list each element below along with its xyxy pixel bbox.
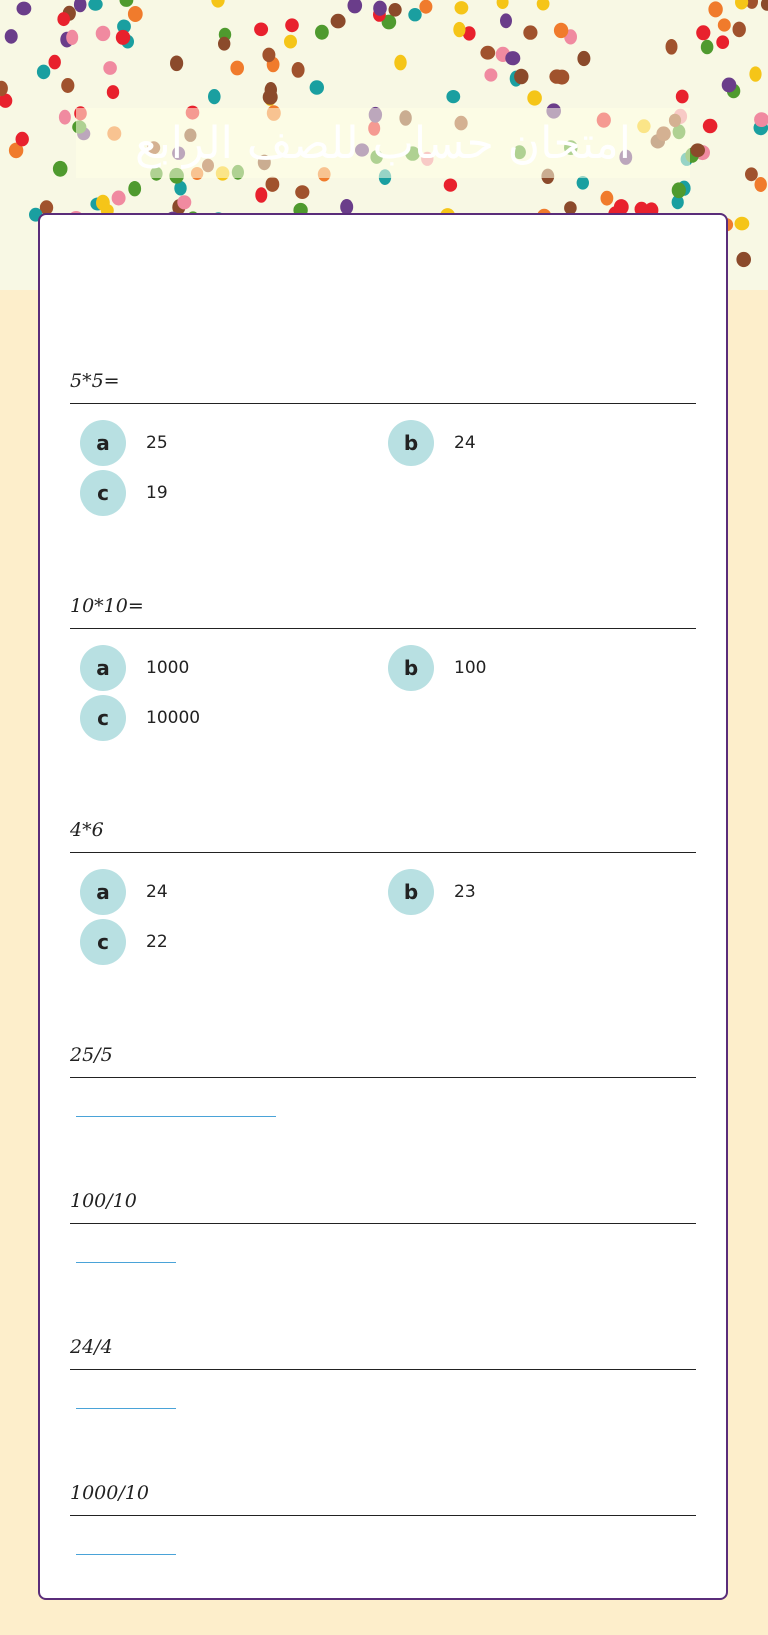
confetti-dot [17, 2, 32, 16]
confetti-dot [676, 90, 689, 104]
option-text: 1000 [146, 658, 190, 678]
confetti-dot [177, 195, 191, 209]
confetti-dot [389, 3, 402, 17]
worksheet-title: امتحان حساب للصف الرابع [135, 117, 631, 169]
confetti-dot [601, 191, 614, 206]
confetti-dot [480, 46, 495, 60]
confetti-dot [755, 177, 767, 192]
confetti-dot [66, 30, 78, 45]
confetti-dot [733, 22, 746, 38]
confetti-dot [120, 0, 134, 7]
confetti-dot [484, 68, 497, 81]
confetti-dot [446, 90, 460, 103]
option-letter-bubble[interactable]: a [80, 869, 126, 915]
answer-input[interactable] [76, 1262, 176, 1263]
confetti-dot [672, 182, 686, 198]
confetti-dot [348, 0, 363, 13]
confetti-dot [708, 1, 722, 17]
option-text: 19 [146, 483, 168, 503]
confetti-dot [284, 35, 297, 49]
option-c[interactable] [80, 470, 168, 516]
option-letter-bubble[interactable]: c [80, 695, 126, 741]
confetti-dot [455, 1, 469, 14]
option-a[interactable] [80, 869, 168, 915]
option-text: 22 [146, 932, 168, 952]
options-group [70, 404, 696, 514]
confetti-dot [718, 18, 731, 31]
confetti-dot [285, 18, 299, 32]
option-text: 23 [454, 882, 476, 902]
option-text: 10000 [146, 708, 201, 728]
confetti-dot [116, 30, 130, 45]
title-banner [76, 108, 690, 178]
question-7 [70, 1477, 696, 1555]
confetti-dot [735, 217, 750, 231]
option-c[interactable] [80, 919, 168, 965]
option-letter-bubble[interactable]: b [388, 869, 434, 915]
option-b[interactable] [388, 420, 476, 466]
confetti-dot [666, 39, 678, 55]
option-b[interactable] [388, 869, 476, 915]
question-divider [70, 1077, 696, 1078]
question-divider [70, 1369, 696, 1370]
confetti-dot [735, 0, 748, 10]
confetti-dot [453, 22, 465, 37]
confetti-dot [527, 90, 542, 105]
question-text: 4*6 [70, 819, 104, 841]
question-6 [70, 1331, 696, 1409]
confetti-dot [107, 85, 119, 99]
confetti-dot [128, 6, 143, 22]
confetti-dot [208, 89, 221, 104]
confetti-dot [736, 252, 751, 267]
confetti-dot [549, 69, 564, 83]
question-divider [70, 1223, 696, 1224]
confetti-dot [505, 51, 520, 65]
question-3 [70, 814, 696, 963]
option-text: 25 [146, 433, 168, 453]
question-text: 5*5= [70, 370, 120, 392]
confetti-dot [88, 0, 102, 11]
answer-input[interactable] [76, 1554, 176, 1555]
option-a[interactable] [80, 645, 189, 691]
confetti-dot [761, 0, 768, 11]
confetti-dot [373, 1, 387, 16]
option-c[interactable] [80, 695, 200, 741]
options-group [70, 853, 696, 963]
answer-input[interactable] [76, 1116, 276, 1117]
confetti-dot [230, 61, 244, 76]
confetti-dot [444, 179, 457, 192]
confetti-dot [59, 110, 71, 125]
question-text: 25/5 [70, 1044, 113, 1066]
question-text: 100/10 [70, 1190, 137, 1212]
question-5 [70, 1185, 696, 1263]
confetti-dot [292, 62, 305, 78]
confetti-dot [537, 0, 550, 10]
confetti-dot [128, 181, 141, 196]
confetti-dot [96, 26, 111, 41]
question-text: 24/4 [70, 1336, 113, 1358]
confetti-dot [254, 23, 268, 37]
confetti-dot [696, 25, 710, 40]
confetti-dot [295, 185, 309, 199]
confetti-dot [57, 12, 70, 26]
option-letter-bubble[interactable]: c [80, 470, 126, 516]
option-b[interactable] [388, 645, 486, 691]
question-text: 10*10= [70, 595, 144, 617]
confetti-dot [500, 13, 512, 28]
confetti-dot [703, 119, 718, 133]
option-text: 24 [454, 433, 476, 453]
confetti-dot [745, 167, 758, 181]
question-4 [70, 1039, 696, 1117]
option-letter-bubble[interactable]: c [80, 919, 126, 965]
confetti-dot [315, 25, 329, 40]
confetti-dot [37, 65, 50, 80]
confetti-dot [514, 69, 528, 84]
confetti-dot [266, 177, 280, 192]
confetti-dot [408, 8, 421, 21]
confetti-dot [170, 56, 183, 72]
confetti-dot [16, 132, 29, 147]
confetti-dot [577, 176, 589, 190]
confetti-dot [263, 89, 278, 104]
confetti-dot [255, 187, 267, 203]
confetti-dot [5, 29, 18, 44]
option-text: 24 [146, 882, 168, 902]
confetti-dot [331, 14, 346, 29]
options-group [70, 629, 696, 739]
worksheet-card [38, 213, 728, 1600]
confetti-dot [701, 40, 714, 55]
confetti-dot [74, 0, 87, 12]
confetti-dot [523, 25, 537, 39]
confetti-dot [262, 48, 275, 63]
confetti-dot [103, 61, 117, 75]
confetti-dot [577, 51, 590, 66]
option-a[interactable] [80, 420, 168, 466]
option-letter-bubble[interactable]: a [80, 420, 126, 466]
confetti-dot [61, 78, 74, 93]
option-text: 100 [454, 658, 487, 678]
confetti-dot [49, 55, 61, 70]
confetti-dot [554, 23, 568, 38]
confetti-dot [419, 0, 432, 14]
answer-input[interactable] [76, 1408, 176, 1409]
question-divider [70, 1515, 696, 1516]
confetti-dot [716, 35, 729, 49]
confetti-dot [310, 80, 324, 94]
question-2 [70, 590, 696, 739]
confetti-dot [497, 0, 509, 9]
question-text: 1000/10 [70, 1482, 149, 1504]
confetti-dot [112, 191, 126, 206]
option-letter-bubble[interactable]: b [388, 420, 434, 466]
confetti-dot [690, 143, 705, 157]
confetti-dot [211, 0, 224, 8]
option-letter-bubble[interactable]: b [388, 645, 434, 691]
confetti-dot [53, 161, 68, 177]
question-1 [70, 365, 696, 514]
option-letter-bubble[interactable]: a [80, 645, 126, 691]
confetti-dot [218, 37, 230, 51]
confetti-dot [394, 55, 406, 71]
confetti-dot [749, 66, 761, 81]
confetti-dot [722, 78, 737, 93]
